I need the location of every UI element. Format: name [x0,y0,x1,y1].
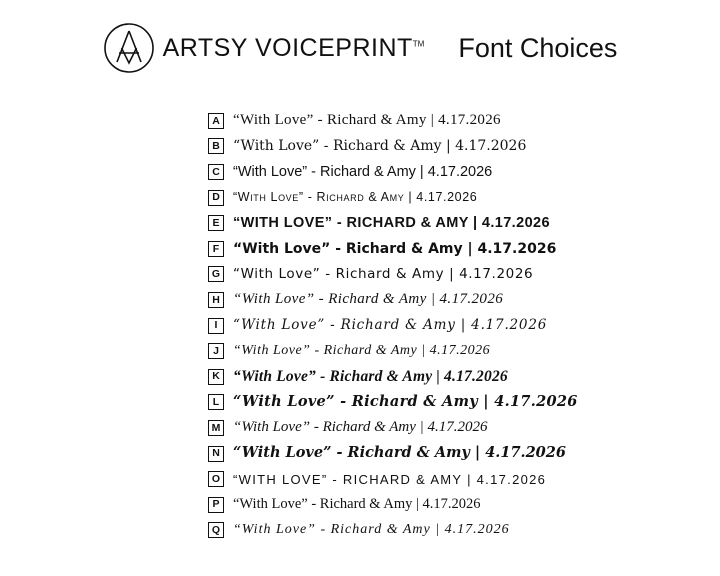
choice-letter-e: E [208,215,224,231]
list-item[interactable] [208,492,720,518]
choice-sample-g: “With Love” - Richard & Amy | 4.17.2026 [233,265,534,282]
choice-letter-d: D [208,190,224,206]
choice-sample-n: “With Love” - Richard & Amy | 4.17.2026 [233,444,566,462]
list-item[interactable] [208,185,720,211]
brand-name-text: ARTSY VOICEPRINT [162,33,413,62]
choice-letter-g: G [208,266,224,282]
brand-lockup [103,22,425,74]
choice-letter-c: C [208,164,224,180]
choice-sample-h: “With Love” - Richard & Amy | 4.17.2026 [233,291,504,308]
choice-letter-b: B [208,138,224,154]
choice-sample-b: “With Love” - Richard & Amy | 4.17.2026 [233,138,527,155]
choice-letter-n: N [208,446,224,462]
choice-letter-p: P [208,497,224,513]
brand-trademark: TM [412,39,425,49]
choice-letter-h: H [208,292,224,308]
choice-sample-l: “With Love” - Richard & Amy | 4.17.2026 [233,393,578,411]
list-item[interactable] [208,134,720,160]
brand-name [163,34,425,63]
choice-sample-q: “With Love” - Richard & Amy | 4.17.2026 [233,522,510,538]
choice-letter-l: L [208,394,224,410]
list-item[interactable] [208,287,720,313]
page-title: Font Choices [458,32,618,63]
choice-sample-i: “With Love” - Richard & Amy | 4.17.2026 [233,316,548,333]
artsy-voiceprint-logo-icon [103,22,155,74]
choice-letter-a: A [208,113,224,129]
choice-sample-p: “With Love” - Richard & Amy | 4.17.2026 [233,496,481,513]
choice-sample-f: “With Love” - Richard & Amy | 4.17.2026 [233,240,557,257]
choice-letter-i: I [208,318,224,334]
list-item[interactable] [208,313,720,339]
choice-letter-k: K [208,369,224,385]
list-item[interactable] [208,108,720,134]
choice-sample-j: “With Love” - Richard & Amy | 4.17.2026 [233,343,491,359]
choice-sample-o: “WITH LOVE” - RICHARD & AMY | 4.17.2026 [233,471,547,487]
choice-sample-d: “With Love” - Richard & Amy | 4.17.2026 [233,190,478,205]
list-item[interactable] [208,262,720,288]
list-item[interactable] [208,338,720,364]
list-item[interactable] [208,364,720,390]
choice-sample-k: “With Love” - Richard & Amy | 4.17.2026 [233,367,508,385]
choice-letter-o: O [208,471,224,487]
list-item[interactable] [208,159,720,185]
list-item[interactable] [208,390,720,416]
list-item[interactable] [208,415,720,441]
list-item[interactable] [208,441,720,467]
list-item[interactable] [208,466,720,492]
choice-letter-m: M [208,420,224,436]
choice-sample-e: “WITH LOVE” - RICHARD & AMY | 4.17.2026 [233,214,550,231]
list-item[interactable] [208,210,720,236]
choice-sample-m: “With Love” - Richard & Amy | 4.17.2026 [233,419,488,436]
choice-letter-j: J [208,343,224,359]
page-header [0,0,720,74]
font-choices-list [0,108,720,543]
choice-letter-f: F [208,241,224,257]
choice-letter-q: Q [208,522,224,538]
list-item[interactable] [208,236,720,262]
list-item[interactable] [208,518,720,544]
choice-sample-c: “With Love” - Richard & Amy | 4.17.2026 [233,163,493,180]
choice-sample-a: “With Love” - Richard & Amy | 4.17.2026 [233,112,501,129]
